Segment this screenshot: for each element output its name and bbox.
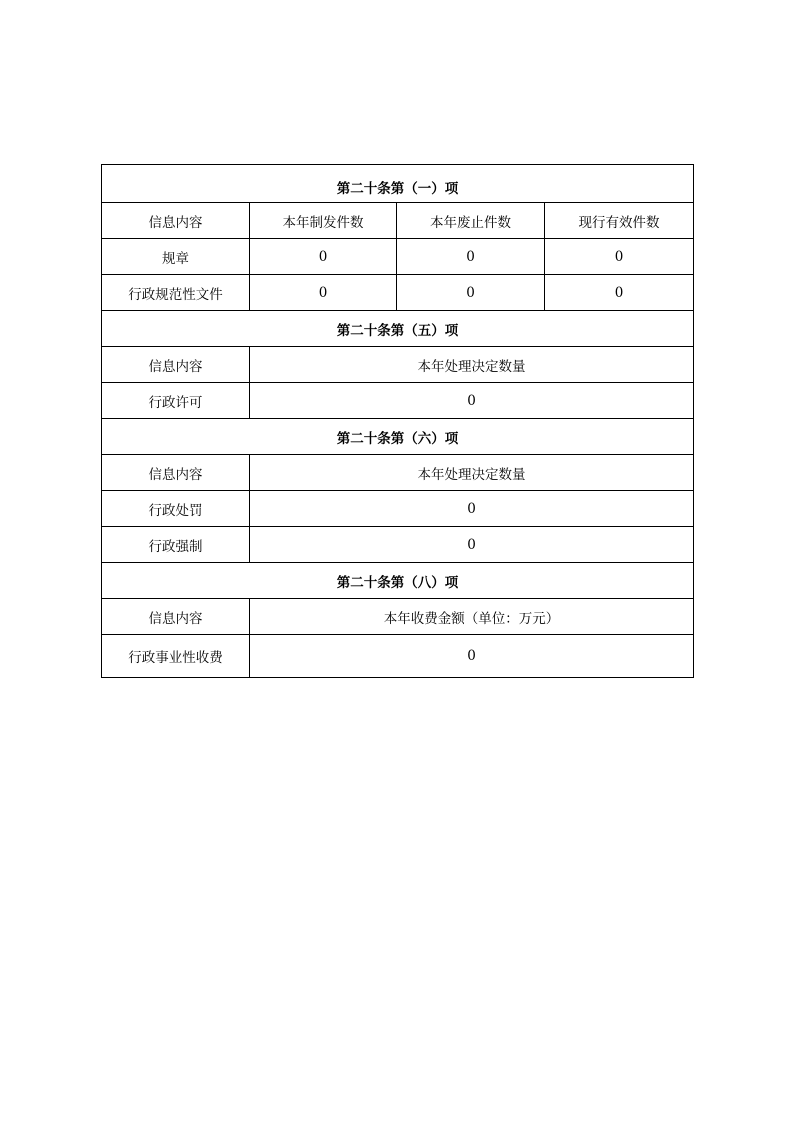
header-cell-info: 信息内容 bbox=[102, 347, 250, 383]
section-title-row bbox=[102, 563, 694, 599]
table-row bbox=[102, 275, 694, 311]
header-cell-info: 信息内容 bbox=[102, 599, 250, 635]
header-row bbox=[102, 347, 694, 383]
value-cell: 0 bbox=[250, 275, 397, 311]
header-cell-fees: 本年收费金额（单位：万元） bbox=[250, 599, 694, 635]
value-cell: 0 bbox=[250, 383, 694, 419]
row-label: 行政事业性收费 bbox=[102, 635, 250, 678]
header-cell-issued: 本年制发件数 bbox=[250, 203, 397, 239]
section-title-row bbox=[102, 419, 694, 455]
header-cell-decisions: 本年处理决定数量 bbox=[250, 347, 694, 383]
value-cell: 0 bbox=[545, 275, 694, 311]
section-title: 第二十条第（一）项 bbox=[102, 165, 694, 203]
table-row bbox=[102, 491, 694, 527]
row-label: 规章 bbox=[102, 239, 250, 275]
value-cell: 0 bbox=[250, 491, 694, 527]
value-cell: 0 bbox=[397, 239, 545, 275]
header-cell-repealed: 本年废止件数 bbox=[397, 203, 545, 239]
value-cell: 0 bbox=[545, 239, 694, 275]
table-row bbox=[102, 383, 694, 419]
value-cell: 0 bbox=[250, 635, 694, 678]
section-title-row bbox=[102, 165, 694, 203]
section-title: 第二十条第（六）项 bbox=[102, 419, 694, 455]
header-row bbox=[102, 203, 694, 239]
header-row bbox=[102, 455, 694, 491]
header-cell-info: 信息内容 bbox=[102, 203, 250, 239]
value-cell: 0 bbox=[250, 527, 694, 563]
header-cell-decisions: 本年处理决定数量 bbox=[250, 455, 694, 491]
value-cell: 0 bbox=[250, 239, 397, 275]
table-row bbox=[102, 527, 694, 563]
row-label: 行政规范性文件 bbox=[102, 275, 250, 311]
header-cell-valid: 现行有效件数 bbox=[545, 203, 694, 239]
section-title-row bbox=[102, 311, 694, 347]
row-label: 行政处罚 bbox=[102, 491, 250, 527]
disclosure-table bbox=[101, 164, 694, 678]
header-cell-info: 信息内容 bbox=[102, 455, 250, 491]
row-label: 行政强制 bbox=[102, 527, 250, 563]
value-cell: 0 bbox=[397, 275, 545, 311]
table-row bbox=[102, 635, 694, 678]
header-row bbox=[102, 599, 694, 635]
table-row bbox=[102, 239, 694, 275]
section-title: 第二十条第（八）项 bbox=[102, 563, 694, 599]
row-label: 行政许可 bbox=[102, 383, 250, 419]
section-title: 第二十条第（五）项 bbox=[102, 311, 694, 347]
